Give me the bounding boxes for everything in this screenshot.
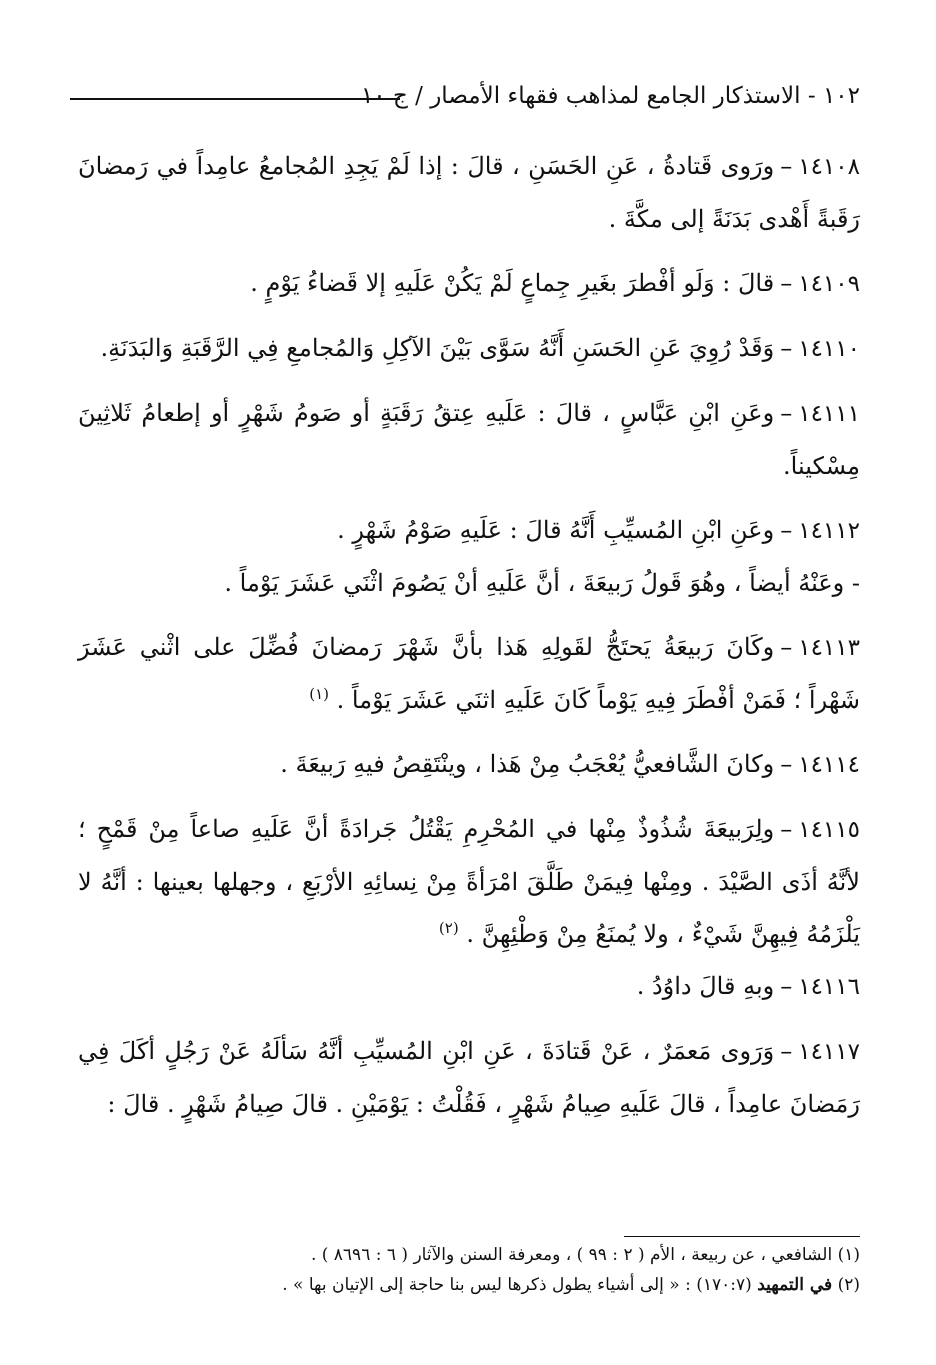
paragraph-14108: ١٤١٠٨–ورَوى قَتادةُ ، عَنِ الحَسَنِ ، قالَ : إذا لَمْ يَجِدِ المُجامعُ عامِداً في رَمضانَ رَقَبةً أَهْدى بَدَنَةً إلى مكَّةَ . [78, 152, 860, 233]
header-rule [70, 98, 400, 100]
paragraph-14114: ١٤١١٤–وكانَ الشَّافعيُّ يُعْجَبُ مِنْ هَذا ، وينْتَقِصُ فيهِ رَبيعَةَ . [280, 750, 860, 778]
footnotes [78, 1240, 860, 1300]
paragraph-text: وبهِ قالَ داوُدُ . [636, 972, 775, 1000]
paragraph-number: ١٤١٠٩ [798, 271, 860, 297]
paragraph-14112: ١٤١١٢–وعَنِ ابْنِ المُسيِّبِ أَنَّهُ قالَ : عَلَيهِ صَوْمُ شَهْرٍ . [337, 516, 860, 544]
footnote-text: الشافعي ، عن ربيعة ، الأم ( ٢ : ٩٩ ) ، ومعرفة السنن والآثار ( ٦ : ٨٦٩٦ ) . [310, 1245, 833, 1265]
footnote-reference[interactable]: (٢) [438, 919, 459, 937]
paragraph-text: قالَ : وَلَو أفْطرَ بغَيرِ جِماعٍ لَمْ يَكُنْ عَلَيهِ إلا قَضاءُ يَوْمٍ . [250, 269, 775, 297]
paragraph-text: ولِرَبيعَةَ شُذُوذٌ مِنْها في المُحْرِمِ يَقْتُلُ جَرادَةً أنَّ عَلَيهِ صاعاً مِنْ قَمْحٍ ؛ لأنَّهُ أذَى الصَّيْدَ . ومِنْها فِيمَنْ طَلَّقَ امْرَأةً مِنْ نِسائِهِ الأرْبَعِ ، وجهلها بعينها : أنَّهُ لا يَلْزَمُهُ فِيهِنَّ شَيْءٌ ، ولا يُمنَعُ مِنْ وَطْئِهِنَّ . [78, 815, 860, 948]
footnote-1 [78, 1240, 860, 1270]
paragraph-14111: ١٤١١١–وعَنِ ابْنِ عَبَّاسٍ ، قالَ : عَلَيهِ عِتقُ رَقَبَةٍ أو صَومُ شَهْرٍ أو إطعامُ ثَلاثِينَ مِسْكيناً. [78, 399, 860, 480]
footnote-text: (١٧٠:٧) : « إلى أشياء يطول ذكرها ليس بنا حاجة إلى الإتيان بها » . [282, 1275, 752, 1295]
paragraph-number: ١٤١١٦ [798, 974, 860, 1000]
paragraph-text: - وعَنْهُ أيضاً ، وهُوَ قَولُ رَبيعَةَ ، أنَّ عَلَيهِ أنْ يَصُومَ اثْنَي عَشَرَ يَوْماً . [224, 569, 860, 597]
main-text [78, 140, 860, 1142]
paragraph-14115: ١٤١١٥–ولِرَبيعَةَ شُذُوذٌ مِنْها في المُحْرِمِ يَقْتُلُ جَرادَةً أنَّ عَلَيهِ صاعاً مِنْ قَمْحٍ ؛ لأنَّهُ أذَى الصَّيْدَ . ومِنْها فِيمَنْ طَلَّقَ امْرَأةً مِنْ نِسائِهِ الأرْبَعِ ، وجهلها بعينها : أنَّهُ لا يَلْزَمُهُ فِيهِنَّ شَيْءٌ ، ولا يُمنَعُ مِنْ وَطْئِهِنَّ . $^{(٢)}$ [78, 815, 860, 948]
paragraph-text: وعَنِ ابْنِ المُسيِّبِ أَنَّهُ قالَ : عَلَيهِ صَوْمُ شَهْرٍ . [337, 516, 775, 544]
paragraph-number: ١٤١١٢ [798, 518, 860, 544]
paragraph-number: ١٤١١٧ [798, 1039, 860, 1065]
paragraph-number: ١٤١١٣ [798, 635, 860, 661]
header-text: ١٠٢ - الاستذكار الجامع لمذاهب فقهاء الأمصار / ج ١٠ [360, 83, 860, 109]
footnote-2 [78, 1270, 860, 1300]
footnote-marker: (١) [837, 1245, 860, 1265]
paragraph-number: ١٤١١٥ [798, 817, 860, 843]
paragraph-number: ١٤١١١ [798, 401, 860, 427]
footnote-source: في التمهيد [757, 1275, 833, 1295]
paragraph-14110: ١٤١١٠–وَقَدْ رُوِيَ عَنِ الحَسَنِ أَنَّهُ سَوَّى بَيْنَ الآكِلِ وَالمُجامعِ فِي الرَّقَبَةِ وَالبَدَنَةِ. [100, 334, 860, 362]
paragraph-number: ١٤١٠٨ [798, 154, 860, 180]
footnote-marker: (٢) [837, 1275, 860, 1295]
footnote-rule [624, 1236, 860, 1237]
paragraph-14116: ١٤١١٦–وبهِ قالَ داوُدُ . [636, 972, 860, 1000]
paragraph-continuation [78, 557, 860, 609]
paragraph-14113: ١٤١١٣–وكَانَ رَبيعَةُ يَحتَجُّ لقَولِهِ هَذا بأنَّ شَهْرَ رَمضانَ فُضِّلَ على اثْني عَشَرَ شَهْراً ؛ فَمَنْ أفْطَرَ فِيهِ يَوْماً كَانَ عَلَيهِ اثنَي عَشَرَ يَوْماً . $^{(١)}$ [78, 633, 860, 714]
running-header [70, 80, 860, 120]
paragraph-14109: ١٤١٠٩–قالَ : وَلَو أفْطرَ بغَيرِ جِماعٍ لَمْ يَكُنْ عَلَيهِ إلا قَضاءُ يَوْمٍ . [250, 269, 860, 297]
paragraph-text: وَرَوى مَعمَرٌ ، عَنْ قَتادَةَ ، عَنِ ابْنِ المُسيِّبِ أنَّهُ سَألَهُ عَنْ رَجُلٍ أكَلَ فِي رَمَضانَ عامِداً ، قالَ عَلَيهِ صِيامُ شَهْرٍ ، فَقُلْتُ : يَوْمَيْنِ . قالَ صِيامُ شَهْرٍ . قالَ : [78, 1037, 860, 1118]
paragraph-14117: ١٤١١٧–وَرَوى مَعمَرٌ ، عَنْ قَتادَةَ ، عَنِ ابْنِ المُسيِّبِ أنَّهُ سَألَهُ عَنْ رَجُلٍ أكَلَ فِي رَمَضانَ عامِداً ، قالَ عَلَيهِ صِيامُ شَهْرٍ ، فَقُلْتُ : يَوْمَيْنِ . قالَ صِيامُ شَهْرٍ . قالَ : [78, 1037, 860, 1118]
paragraph-number: ١٤١١٤ [798, 752, 860, 778]
paragraph-text: وكانَ الشَّافعيُّ يُعْجَبُ مِنْ هَذا ، وينْتَقِصُ فيهِ رَبيعَةَ . [280, 750, 775, 778]
paragraph-text: وعَنِ ابْنِ عَبَّاسٍ ، قالَ : عَلَيهِ عِتقُ رَقَبَةٍ أو صَومُ شَهْرٍ أو إطعامُ ثَلاثِينَ مِسْكيناً. [78, 399, 860, 480]
paragraph-text: وَقَدْ رُوِيَ عَنِ الحَسَنِ أَنَّهُ سَوَّى بَيْنَ الآكِلِ وَالمُجامعِ فِي الرَّقَبَةِ وَالبَدَنَةِ. [100, 334, 775, 362]
paragraph-number: ١٤١١٠ [798, 336, 860, 362]
footnote-reference[interactable]: (١) [309, 685, 330, 703]
paragraph-text: ورَوى قَتادةُ ، عَنِ الحَسَنِ ، قالَ : إذا لَمْ يَجِدِ المُجامعُ عامِداً في رَمضانَ رَقَبةً أَهْدى بَدَنَةً إلى مكَّةَ . [78, 152, 860, 233]
paragraph-text: وكَانَ رَبيعَةُ يَحتَجُّ لقَولِهِ هَذا بأنَّ شَهْرَ رَمضانَ فُضِّلَ على اثْني عَشَرَ شَهْراً ؛ فَمَنْ أفْطَرَ فِيهِ يَوْماً كَانَ عَلَيهِ اثنَي عَشَرَ يَوْماً . [78, 633, 860, 714]
